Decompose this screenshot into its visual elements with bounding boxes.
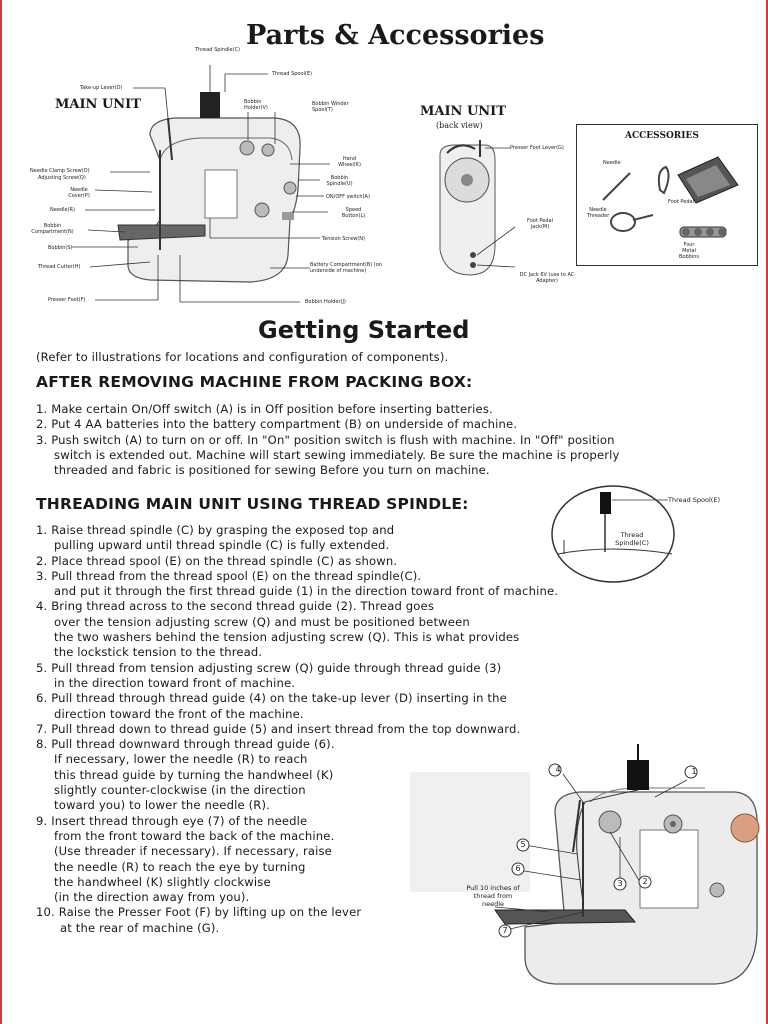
step-line: 7. Pull thread down to thread guide (5) and insert thread from the top downward. — [36, 721, 521, 736]
pull-thread-note: Pull 10 inches of thread from needle — [466, 884, 520, 908]
label-foot-pedal-jack: Foot Pedal Jack(M) — [527, 218, 553, 230]
guide-number-3: 3 — [617, 879, 623, 888]
label-needle-cover: Needle Cover(P) — [68, 187, 90, 199]
label-presser-foot-lever: Presser Foot Lever(G) — [510, 145, 564, 151]
label-speed-button: Speed Button(L) — [341, 207, 366, 219]
label-bobbin: Bobbin(S) — [48, 245, 73, 251]
label-bobbin-holder-j: Bobbin Holder(J) — [305, 299, 346, 305]
step-line: switch is extended out. Machine will start sewing immediately. Be sure the machine is properly — [54, 447, 620, 462]
label-adjusting-screw: Adjusting Screw(Q) — [38, 175, 86, 181]
main-unit-heading: MAIN UNIT — [55, 97, 141, 112]
label-thread-spool: Thread Spool(E) — [272, 71, 312, 77]
step-line: this thread guide by turning the handwheel (K) — [54, 767, 334, 782]
label-tension-screw: Tension Screw(N) — [322, 236, 365, 242]
step-line: 10. Raise the Presser Foot (F) by lifting up on the lever — [36, 905, 362, 920]
label-acc-threader: Needle Threader — [586, 207, 610, 219]
threading-illustration — [405, 742, 763, 1002]
step-line: the handwheel (K) slightly clockwise — [54, 874, 271, 889]
guide-number-1: 1 — [691, 767, 697, 776]
back-view-caption: (back view) — [436, 121, 483, 130]
reference-note: (Refer to illustrations for locations and configuration of components). — [36, 350, 449, 364]
step-line: 9. Insert thread through eye (7) of the needle — [36, 813, 308, 828]
step-line: 5. Pull thread from tension adjusting screw (Q) guide through thread guide (3) — [36, 660, 502, 675]
step-line: If necessary, lower the needle (R) to reach — [54, 752, 308, 767]
step-line: 1. Make certain On/Off switch (A) is in Off position before inserting batteries. — [36, 402, 493, 416]
label-thread-spindle: Thread Spindle(C) — [195, 47, 241, 53]
guide-number-6: 6 — [515, 864, 521, 873]
step-line: from the front toward the back of the machine. — [54, 828, 335, 843]
main-unit-back-illustration — [425, 135, 575, 285]
label-acc-bobbins: Four Metal Bobbins — [679, 242, 699, 260]
step-line: (Use threader if necessary). If necessary, raise — [54, 844, 332, 859]
step-line: the needle (R) to reach the eye by turning — [54, 859, 306, 874]
step-line: threaded and fabric is positioned for sewing Before you turn on machine. — [54, 463, 490, 478]
label-bobbin-spindle: Bobbin Spindle(U) — [326, 175, 353, 187]
inset-thread-spindle: Thread Spindle(C) — [615, 531, 649, 547]
page-title: Parts & Accessories — [246, 20, 545, 51]
label-hand-wheel: Hand Wheel(K) — [338, 156, 361, 168]
guide-number-7: 7 — [502, 926, 508, 935]
label-acc-needle: Needle — [603, 160, 621, 166]
step-line: pulling upward until thread spindle (C) is fully extended. — [54, 538, 390, 553]
label-bobbin-holder-v: Bobbin Holder(V) — [244, 99, 268, 111]
step-line: direction toward the front of the machine. — [54, 706, 304, 721]
guide-number-4: 4 — [555, 765, 561, 774]
step-line: slightly counter-clockwise (in the direction — [54, 783, 306, 798]
label-dc-jack: DC Jack 6V (use to AC Adapter) — [519, 272, 575, 284]
label-needle-clamp: Needle Clamp Screw(O) — [30, 168, 90, 174]
step-line: over the tension adjusting screw (Q) and must be positioned between — [54, 614, 470, 629]
steps-after-removing — [36, 402, 620, 478]
step-line: the two washers behind the tension adjusting screw (Q). This is what provides — [54, 630, 520, 645]
step-line: 2. Put 4 AA batteries into the battery compartment (B) on underside of machine. — [36, 417, 518, 432]
guide-number-2: 2 — [642, 877, 648, 886]
label-bobbin-compartment: Bobbin Compartment(N) — [31, 223, 74, 235]
main-unit-back-heading: MAIN UNIT — [420, 104, 506, 119]
getting-started-title: Getting Started — [258, 316, 470, 344]
inset-thread-spool: Thread Spool(E) — [668, 496, 720, 504]
step-line: 6. Pull thread through thread guide (4) on the take-up lever (D) inserting in the — [36, 691, 507, 706]
step-line: toward you) to lower the needle (R). — [54, 798, 270, 813]
step-line: 1. Raise thread spindle (C) by grasping the exposed top and — [36, 523, 395, 537]
label-battery-compartment: Battery Compartment(B) (on underside of machine) — [310, 262, 382, 274]
step-line: 4. Bring thread across to the second thread guide (2). Thread goes — [36, 599, 435, 614]
accessories-heading: ACCESSORIES — [625, 131, 699, 141]
label-needle: Needle(R) — [50, 207, 75, 213]
guide-number-5: 5 — [520, 840, 526, 849]
step-line: 8. Pull thread downward through thread guide (6). — [36, 737, 335, 752]
label-presser-foot: Presser Foot(F) — [48, 297, 86, 303]
step-line: at the rear of machine (G). — [60, 920, 220, 935]
step-line: (in the direction away from you). — [54, 890, 250, 905]
step-line: 3. Pull thread from the thread spool (E) on the thread spindle(C). — [36, 568, 422, 583]
label-bobbin-winder: Bobbin Winder Spool(T) — [312, 101, 349, 113]
label-thread-cutter: Thread Cutter(H) — [38, 264, 81, 270]
label-acc-pedal: Foot Pedal — [668, 199, 694, 205]
label-onoff-switch: ON/OFF switch(A) — [326, 194, 370, 200]
step-line: 2. Place thread spool (E) on the thread spindle (C) as shown. — [36, 553, 398, 568]
spindle-inset-illustration — [550, 482, 760, 592]
section-after-removing: AFTER REMOVING MACHINE FROM PACKING BOX: — [36, 373, 473, 391]
step-line: 3. Push switch (A) to turn on or off. In "On" position switch is flush with machine. In "Off" position — [36, 432, 615, 447]
section-threading: THREADING MAIN UNIT USING THREAD SPINDLE: — [36, 495, 469, 513]
step-line: the lockstick tension to the thread. — [54, 645, 263, 660]
label-takeup-lever: Take-up Lever(D) — [80, 85, 123, 91]
step-line: and put it through the first thread guide (1) in the direction toward front of machine. — [54, 584, 559, 599]
step-line: in the direction toward front of machine. — [54, 675, 296, 690]
